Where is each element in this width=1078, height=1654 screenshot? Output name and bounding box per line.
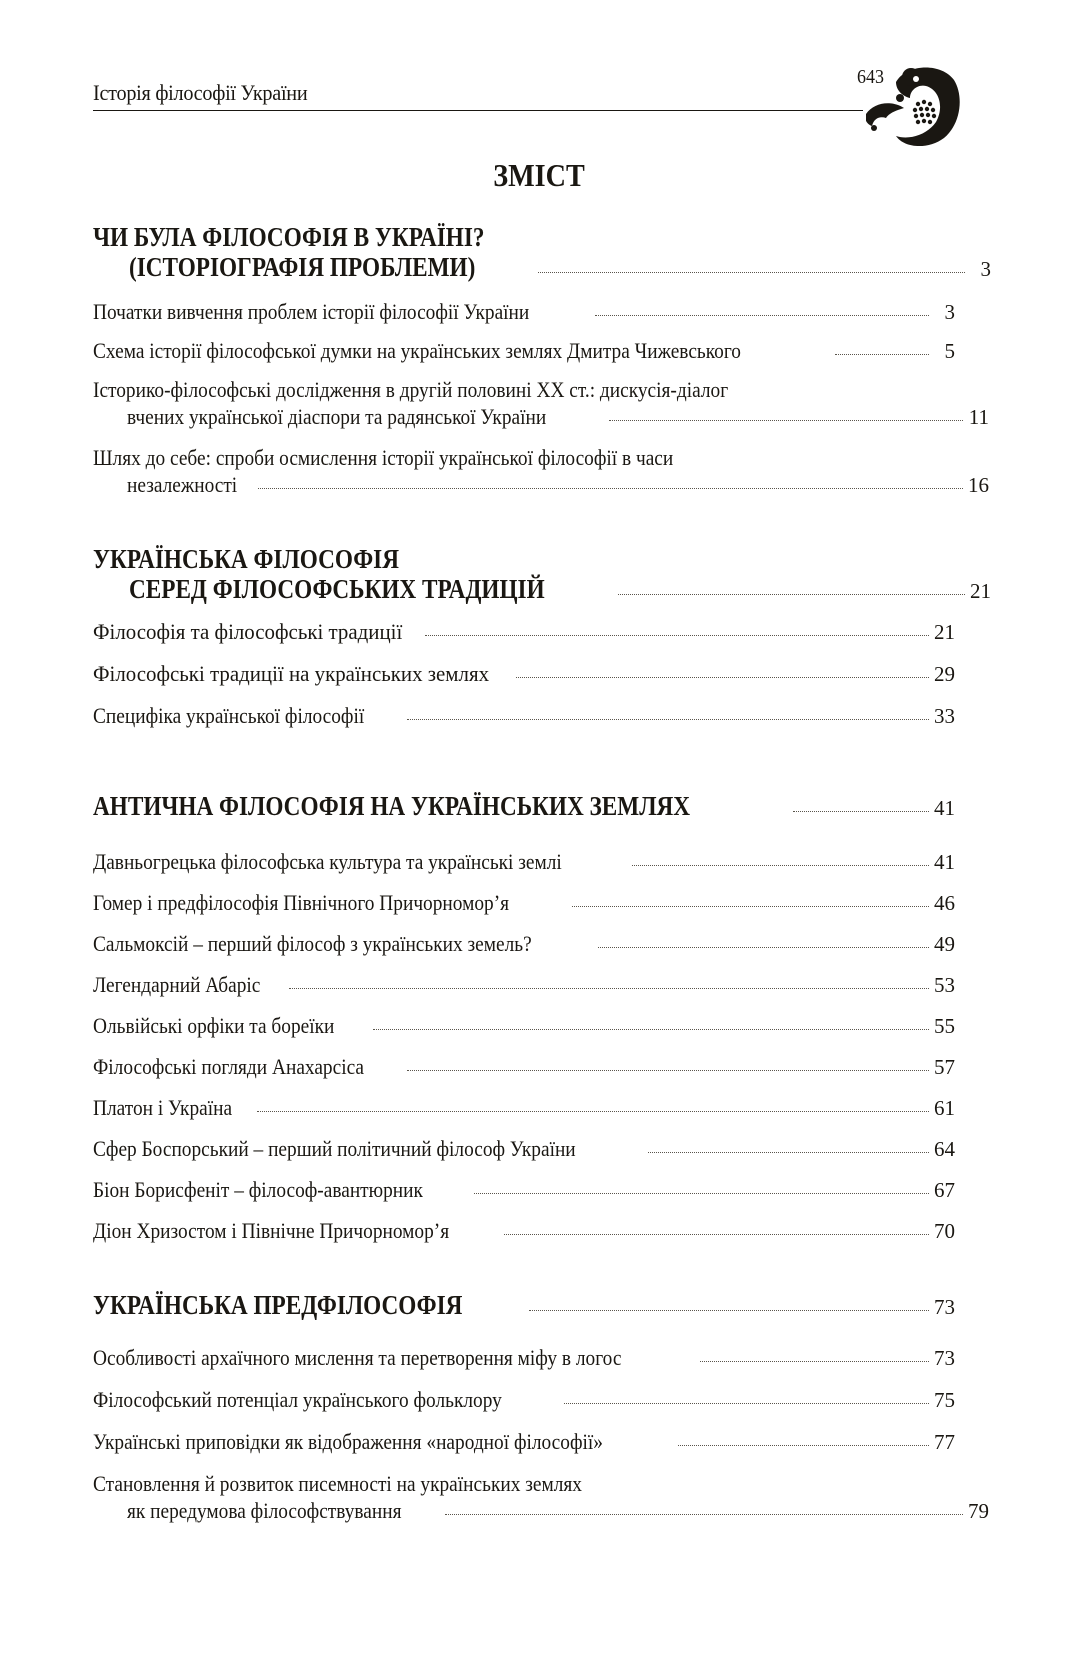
toc-item[interactable]: Специфіка української філософії 33 [93,703,955,728]
leader-dots [516,676,929,678]
leader-dots [425,634,929,636]
toc-item[interactable]: Початки вивчення проблем історії філософії України 3 [93,299,955,324]
leader-dots [373,1028,929,1030]
page-ref: 11 [968,405,989,429]
toc-item[interactable]: Становлення й розвиток писемності на українських землях як передумова філософствування 79 [93,1471,989,1523]
leader-dots [609,419,963,421]
toc-item[interactable]: Гомер і предфілософія Північного Причорномор’я 46 [93,890,955,915]
leader-dots [258,487,963,489]
leader-dots [598,946,929,948]
leader-dots [678,1444,929,1446]
page-ref: 33 [934,704,955,728]
page-ref: 77 [934,1430,955,1454]
toc-item[interactable]: Особливості архаїчного мислення та перетворення міфу в логос 73 [93,1345,955,1370]
leader-dots [407,1069,929,1071]
floral-ornament-icon [866,62,966,152]
toc-item[interactable]: Сальмоксій – перший філософ з українських земель? 49 [93,931,955,956]
page-ref: 41 [934,796,955,820]
leader-dots [700,1360,930,1362]
toc-section-heading[interactable]: УКРАЇНСЬКА ФІЛОСОФІЯ СЕРЕД ФІЛОСОФСЬКИХ ТРАДИЦІЙ 21 [93,544,991,604]
page-ref: 73 [934,1295,955,1319]
leader-dots [445,1513,963,1515]
leader-dots [564,1402,929,1404]
page-ref: 70 [934,1219,955,1243]
leader-dots [632,864,929,866]
section-title-line: (ІСТОРІОГРАФІЯ ПРОБЛЕМИ) [129,252,476,282]
page-ref: 5 [944,339,955,363]
toc-item[interactable]: Філософія та філософські традиції 21 [93,619,955,644]
page-number: 643 [857,66,884,88]
page-ref: 29 [934,662,955,686]
leader-dots [618,593,965,595]
toc-item[interactable]: Історико-філософські дослідження в другій половині XX ст.: дискусія-діалог вчених української діаспори та радянської України 11 [93,377,989,429]
page-ref: 41 [934,850,955,874]
leader-dots [289,987,929,989]
toc-section-heading[interactable]: ЧИ БУЛА ФІЛОСОФІЯ В УКРАЇНІ? (ІСТОРІОГРАФІЯ ПРОБЛЕМИ) 3 [93,222,991,282]
leader-dots [648,1151,930,1153]
toc-item[interactable]: Філософські традиції на українських землях 29 [93,661,955,686]
running-title: Історія філософії України [93,80,308,105]
toc-section-heading[interactable]: АНТИЧНА ФІЛОСОФІЯ НА УКРАЇНСЬКИХ ЗЕМЛЯХ 41 [93,791,955,821]
leader-dots [504,1233,929,1235]
page-ref: 73 [934,1346,955,1370]
toc-item[interactable]: Схема історії філософської думки на українських землях Дмитра Чижевського 5 [93,338,955,363]
toc-item[interactable]: Філософський потенціал українського фольклору 75 [93,1387,955,1412]
page-ref: 53 [934,973,955,997]
toc-section-heading[interactable]: УКРАЇНСЬКА ПРЕДФІЛОСОФІЯ 73 [93,1290,955,1320]
page-ref: 75 [934,1388,955,1412]
leader-dots [793,810,929,812]
leader-dots [257,1110,929,1112]
page-ref: 57 [934,1055,955,1079]
page-ref: 49 [934,932,955,956]
leader-dots [529,1309,929,1311]
toc-item[interactable]: Ольвійські орфіки та бореїки 55 [93,1013,955,1038]
toc-item[interactable]: Українські приповідки як відображення «народної філософії» 77 [93,1429,955,1454]
leader-dots [474,1192,929,1194]
page-ref: 67 [934,1178,955,1202]
toc-item[interactable]: Біон Борисфеніт – філософ-авантюрник 67 [93,1177,955,1202]
page-ref: 79 [968,1499,989,1523]
page-ref: 55 [934,1014,955,1038]
page-header [93,70,863,111]
page-ref: 46 [934,891,955,915]
toc-item[interactable]: Філософські погляди Анахарсіса 57 [93,1054,955,1079]
leader-dots [595,314,929,316]
toc-item[interactable]: Давньогрецька філософська культура та українські землі 41 [93,849,955,874]
page-ref: 3 [980,257,991,281]
toc-title: ЗМІСТ [493,157,585,193]
leader-dots [835,353,929,355]
page-ref: 3 [944,300,955,324]
page-ref: 21 [970,579,991,603]
leader-dots [572,905,929,907]
page-ref: 61 [934,1096,955,1120]
toc-item[interactable]: Платон і Україна 61 [93,1095,955,1120]
leader-dots [407,718,929,720]
page-ref: 64 [934,1137,955,1161]
toc-item[interactable]: Шлях до себе: спроби осмислення історії української філософії в часи незалежності 16 [93,445,989,497]
page-ref: 21 [934,620,955,644]
toc-item[interactable]: Легендарний Абаріс 53 [93,972,955,997]
toc-item[interactable]: Сфер Боспорський – перший політичний філософ України 64 [93,1136,955,1161]
leader-dots [538,271,965,273]
toc-item[interactable]: Діон Хризостом і Північне Причорномор’я 70 [93,1218,955,1243]
page-ref: 16 [968,473,989,497]
